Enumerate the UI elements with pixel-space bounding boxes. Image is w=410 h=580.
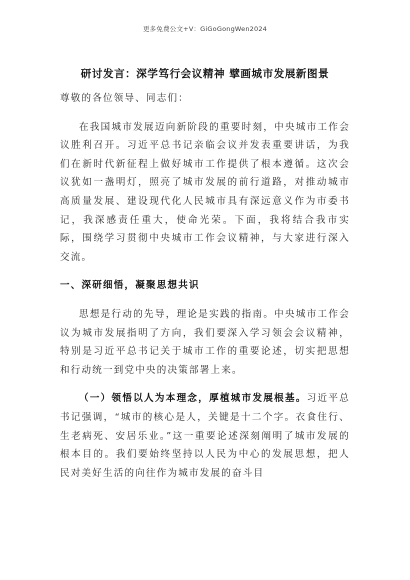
- subsection-1-paragraph: [60, 390, 350, 483]
- subsection-1-text: 习近平总书记强调，“城市的核心是人，关键是十二个字。衣食住行、生老病死、安居乐业。”这一重要论述深刻阐明了城市发展的根本目的。我们要始终坚持以人民为中心的发展思想，把人民对美好生活的向往作为城市发展的奋斗目: [60, 393, 350, 479]
- document-body: [60, 90, 350, 483]
- document-title: 研讨发言：深学笃行会议精神 擘画城市发展新图景: [80, 68, 330, 80]
- intro-paragraph: 在我国城市发展迈向新阶段的重要时刻，中央城市工作会议胜利召开。习近平总书记亲临会议并发表重要讲话，为我们在新时代新征程上做好城市工作提供了根本遵循。这次会议犹如一盏明灯，照亮了城市发展的前行道路，对推动城市高质量发展、建设现代化人民城市具有深远意义作为市委书记，我深感责任重大，使命光荣。下面，我将结合我市实际，围绕学习贯彻中央城市工作会议精神，与大家进行深入交流。: [60, 121, 350, 263]
- section-heading-1: 一、深研细悟，凝聚思想共识: [60, 280, 200, 292]
- salutation: 尊敬的各位领导、同志们：: [60, 93, 190, 104]
- section-1-paragraph: 思想是行动的先导，理论是实践的指南。中央城市工作会议为城市发展指明了方向，我们要深入学习领会会议精神，特别是习近平总书记关于城市工作的重要论述，切实把思想和行动统一到党中央的决策部署上来。: [60, 308, 350, 376]
- subsection-1-title: （一）领悟以人为本理念，厚植城市发展根基。: [79, 393, 307, 405]
- header-note: 更多免费公文+V：GiGoGongWen2024: [142, 25, 267, 33]
